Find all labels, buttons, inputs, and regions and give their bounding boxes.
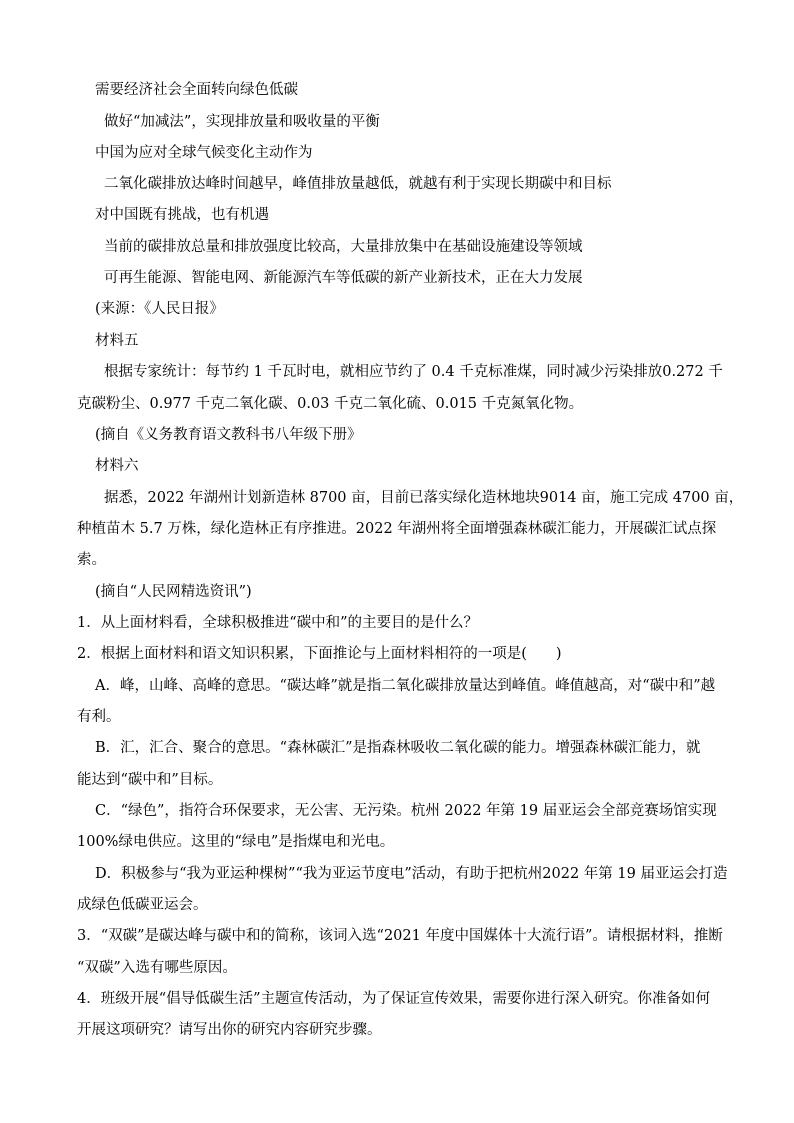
question-2-option-c-line-1: C．“绿色”，指符合环保要求，无公害、无污染。杭州 2022 年第 19 届亚运会全部竞赛场馆实现 <box>95 803 717 819</box>
question-4-line-1: 4．班级开展“倡导低碳生活”主题宣传活动，为了保证宣传效果，需要你进行深入研究。你准备如何 <box>77 991 711 1007</box>
material4-point-7: 可再生能源、智能电网、新能源汽车等低碳的新产业新技术，正在大力发展 <box>104 270 583 286</box>
question-4-line-2: 开展这项研究？请写出你的研究内容研究步骤。 <box>77 1022 382 1038</box>
material6-source: (摘自“人民网精选资讯”) <box>95 584 252 600</box>
material4-point-5: 对中国既有挑战，也有机遇 <box>95 207 269 223</box>
material5-title: 材料五 <box>95 333 139 349</box>
material4-source: (来源：《人民日报》 <box>95 301 224 317</box>
question-2-option-a-line-1: A．峰，山峰、高峰的意思。“碳达峰”就是指二氧化碳排放量达到峰值。峰值越高，对“碳中和”越 <box>95 678 716 694</box>
material6-body-line-1: 据悉，2022 年湖州计划新造林 8700 亩，目前已落实绿化造林地块9014 亩，施工完成 4700 亩， <box>104 490 744 506</box>
material6-body-line-2: 种植苗木 5.7 万株，绿化造林正有序推进。2022 年湖州将全面增强森林碳汇能力，开展碳汇试点探 <box>77 521 717 537</box>
material4-point-6: 当前的碳排放总量和排放强度比较高，大量排放集中在基础设施建设等领域 <box>104 239 583 255</box>
material4-point-2: 做好“加减法”，实现排放量和吸收量的平衡 <box>104 114 380 130</box>
question-1: 1．从上面材料看，全球积极推进“碳中和”的主要目的是什么？ <box>77 615 479 631</box>
material5-body-line-2: 克碳粉尘、0.977 千克二氧化碳、0.03 千克二氧化硫、0.015 千克氮氧化物。 <box>77 396 584 412</box>
question-2-option-a-line-2: 有利。 <box>77 709 121 725</box>
question-2-option-b-line-1: B．汇，汇合、聚合的意思。“森林碳汇”是指森林吸收二氧化碳的能力。增强森林碳汇能力，就 <box>95 740 701 756</box>
question-2-option-d-line-2: 成绿色低碳亚运会。 <box>77 897 208 913</box>
question-3-line-1: 3．“双碳”是碳达峰与碳中和的简称，该词入选“2021 年度中国媒体十大流行语”。请根据材料，推断 <box>77 928 723 944</box>
question-2-option-c-line-2: 100%绿电供应。这里的“绿电”是指煤电和光电。 <box>77 834 395 850</box>
material6-title: 材料六 <box>95 458 139 474</box>
material6-body-line-3: 索。 <box>77 552 106 568</box>
material4-point-1: 需要经济社会全面转向绿色低碳 <box>95 82 298 98</box>
question-2: 2．根据上面材料和语文知识积累，下面推论与上面材料相符的一项是( ) <box>77 646 562 662</box>
question-3-line-2: “双碳”入选有哪些原因。 <box>77 960 237 976</box>
material4-point-4: 二氧化碳排放达峰时间越早，峰值排放量越低，就越有利于实现长期碳中和目标 <box>104 176 612 192</box>
material4-point-3: 中国为应对全球气候变化主动作为 <box>95 145 313 161</box>
question-2-option-b-line-2: 能达到“碳中和”目标。 <box>77 772 223 788</box>
material5-source: (摘自《义务教育语文教科书八年级下册》 <box>95 427 362 443</box>
material5-body-line-1: 根据专家统计：每节约 1 千瓦时电，就相应节约了 0.4 千克标准煤，同时减少污染排放0.272 千 <box>104 364 723 380</box>
question-2-option-d-line-1: D．积极参与“我为亚运种棵树”“我为亚运节度电”活动，有助于把杭州2022 年第 19 届亚运会打造 <box>95 866 728 882</box>
